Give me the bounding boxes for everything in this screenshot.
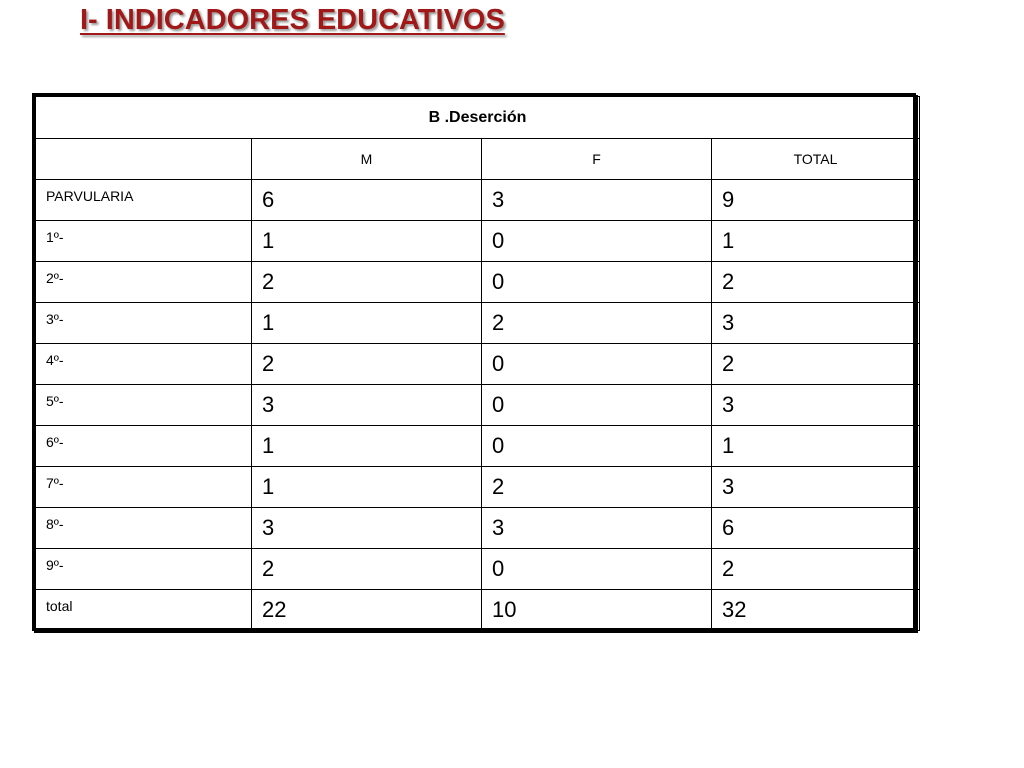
table-row — [36, 180, 920, 221]
cell-total: 2 — [712, 344, 920, 385]
header-f: F — [482, 139, 712, 180]
desercion-table-frame — [32, 93, 916, 631]
cell-m: 6 — [252, 180, 482, 221]
cell-m: 2 — [252, 344, 482, 385]
cell-total: 3 — [712, 467, 920, 508]
row-label: 2º- — [36, 262, 252, 303]
section-label: B .Deserción — [36, 97, 920, 139]
cell-m: 1 — [252, 467, 482, 508]
cell-f: 10 — [482, 590, 712, 631]
row-label: 5º- — [36, 385, 252, 426]
cell-total: 32 — [712, 590, 920, 631]
desercion-table — [35, 96, 920, 631]
column-header-row — [36, 139, 920, 180]
table-row — [36, 508, 920, 549]
row-label: 6º- — [36, 426, 252, 467]
header-blank-cell — [36, 139, 252, 180]
cell-m: 2 — [252, 549, 482, 590]
row-label: 1º- — [36, 221, 252, 262]
cell-total: 1 — [712, 221, 920, 262]
cell-f: 3 — [482, 180, 712, 221]
table-row — [36, 426, 920, 467]
cell-total: 2 — [712, 262, 920, 303]
cell-f: 0 — [482, 549, 712, 590]
cell-m: 1 — [252, 303, 482, 344]
cell-m: 3 — [252, 508, 482, 549]
cell-total: 3 — [712, 303, 920, 344]
cell-m: 3 — [252, 385, 482, 426]
row-label: 7º- — [36, 467, 252, 508]
row-label: PARVULARIA — [36, 180, 252, 221]
page-title: I- INDICADORES EDUCATIVOS — [80, 4, 505, 36]
section-header-row — [36, 97, 920, 139]
header-total: TOTAL — [712, 139, 920, 180]
table-row — [36, 549, 920, 590]
cell-total: 1 — [712, 426, 920, 467]
row-label: 9º- — [36, 549, 252, 590]
cell-m: 1 — [252, 221, 482, 262]
cell-m: 22 — [252, 590, 482, 631]
table-row — [36, 467, 920, 508]
cell-f: 3 — [482, 508, 712, 549]
table-row — [36, 262, 920, 303]
totals-row — [36, 590, 920, 631]
cell-total: 3 — [712, 385, 920, 426]
cell-f: 0 — [482, 344, 712, 385]
cell-f: 2 — [482, 303, 712, 344]
cell-m: 1 — [252, 426, 482, 467]
table-row — [36, 385, 920, 426]
cell-f: 2 — [482, 467, 712, 508]
row-label: 4º- — [36, 344, 252, 385]
table-row — [36, 303, 920, 344]
table-row — [36, 221, 920, 262]
cell-total: 6 — [712, 508, 920, 549]
row-label: 8º- — [36, 508, 252, 549]
cell-m: 2 — [252, 262, 482, 303]
cell-f: 0 — [482, 221, 712, 262]
cell-total: 2 — [712, 549, 920, 590]
header-m: M — [252, 139, 482, 180]
row-label: total — [36, 590, 252, 631]
table-row — [36, 344, 920, 385]
cell-total: 9 — [712, 180, 920, 221]
row-label: 3º- — [36, 303, 252, 344]
cell-f: 0 — [482, 262, 712, 303]
cell-f: 0 — [482, 385, 712, 426]
cell-f: 0 — [482, 426, 712, 467]
